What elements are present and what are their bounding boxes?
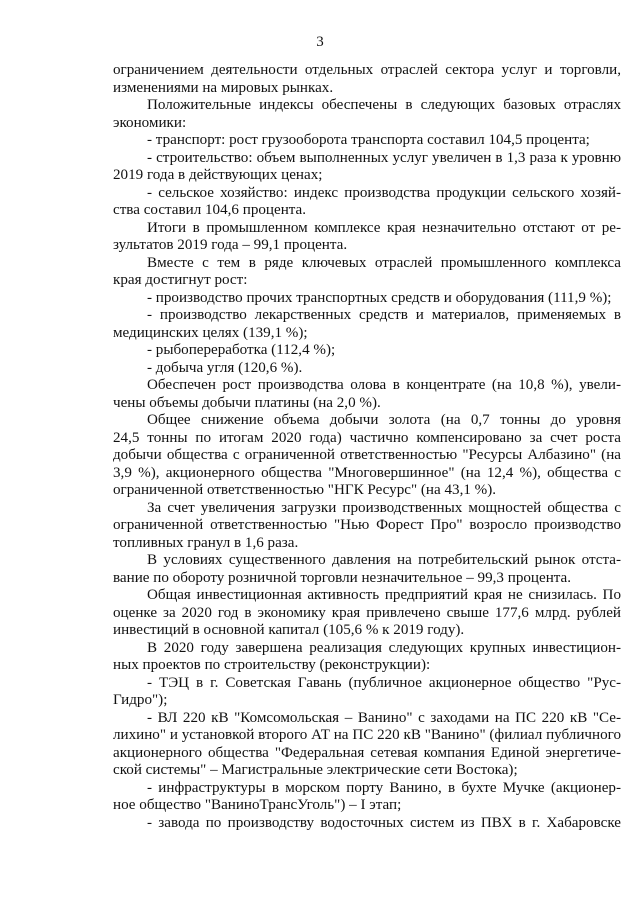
text-line: - завода по производству водосточных систем из ПВХ в г. Хабаровске <box>147 814 621 831</box>
text-line: - рыбопереработка (112,4 %); <box>147 342 336 358</box>
text-line: - ТЭЦ в г. Советская Гавань (публичное акционерное общество "Рус- <box>147 674 621 691</box>
text-line: - ВЛ 220 кВ "Комсомольская – Ванино" с заходами на ПС 220 кВ "Се- <box>147 709 621 726</box>
text-line: Положительные индексы обеспечены в следующих базовых отраслях <box>147 97 621 113</box>
text-line: края достигнут рост: <box>113 272 248 288</box>
text-line: ограничением деятельности отдельных отраслей сектора услуг и торговли, <box>113 62 621 78</box>
text-line: ограниченной ответственностью "Нью Форест Про" возросло производство <box>113 517 621 533</box>
text-line: - транспорт: рост грузооборота транспорта составил 104,5 процента; <box>147 132 590 148</box>
text-line: вание по обороту розничной торговли незначительное – 99,3 процента. <box>113 569 572 586</box>
text-line: - добыча угля (120,6 %). <box>147 359 303 376</box>
body-text <box>113 62 621 832</box>
text-line: В условиях существенного давления на потребительский рынок отста- <box>147 552 621 568</box>
text-line: - строительство: объем выполненных услуг увеличен в 1,3 раза к уровню <box>147 149 621 166</box>
text-line: - инфраструктуры в морском порту Ванино, в бухте Мучке (акционер- <box>147 779 621 796</box>
text-line: 2019 года в действующих ценах; <box>113 167 323 183</box>
text-line: Гидро"); <box>113 692 168 708</box>
text-line: Общая инвестиционная активность предприятий края не снизилась. По <box>147 587 621 603</box>
text-line: акционерного общества "Федеральная сетевая компания Единой энергетиче- <box>113 744 621 761</box>
text-line: изменениями на мировых рынках. <box>113 79 334 96</box>
text-line: 24,5 тонны по итогам 2020 года) частично компенсировано за счет роста <box>113 429 621 446</box>
text-line: - сельское хозяйство: индекс производства продукции сельского хозяй- <box>147 184 621 201</box>
text-line: Обеспечен рост производства олова в концентрате (на 10,8 %), увели- <box>147 377 621 393</box>
text-line: ской системы" – Магистральные электрические сети Востока); <box>113 762 518 778</box>
page-number: 3 <box>316 34 324 50</box>
text-line: ное общество "ВаниноТрансУголь") – I этап; <box>113 797 402 813</box>
text-line: Вместе с тем в ряде ключевых отраслей промышленного комплекса <box>147 254 621 271</box>
text-line: добычи общества с ограниченной ответственностью "Ресурсы Албазино" (на <box>113 447 621 463</box>
text-line: лихино" и установкой второго АТ на ПС 220 кВ "Ванино" (филиал публичного <box>113 727 621 743</box>
text-line: инвестиций в основной капитал (105,6 % к 2019 году). <box>113 622 465 638</box>
text-line: ных проектов по строительству (реконструкции): <box>113 657 431 673</box>
text-line: За счет увеличения загрузки производственных мощностей общества с <box>147 499 621 516</box>
text-line: медицинских целях (139,1 %); <box>113 324 308 341</box>
text-line: оценке за 2020 год в экономику края привлечено свыше 177,6 млрд. рублей <box>113 604 621 621</box>
text-line: ства составил 104,6 процента. <box>113 202 307 218</box>
text-line: В 2020 году завершена реализация следующих крупных инвестицион- <box>147 639 621 656</box>
text-line: ограниченной ответственностью "НГК Ресурс" (на 43,1 %). <box>113 482 497 498</box>
text-line: 3,9 %), акционерного общества "Многовершинное" (на 12,4 %), общества с <box>113 464 621 481</box>
text-line: Итоги в промышленном комплексе края незначительно отстают от ре- <box>147 219 621 236</box>
text-line: экономики: <box>113 114 187 131</box>
text-line: топливных гранул в 1,6 раза. <box>113 534 299 551</box>
text-line: - производство лекарственных средств и материалов, применяемых в <box>147 307 621 323</box>
text-line: - производство прочих транспортных средств и оборудования (111,9 %); <box>147 289 612 306</box>
text-line: зультатов 2019 года – 99,1 процента. <box>113 237 348 253</box>
text-line: Общее снижение объема добычи золота (на 0,7 тонны до уровня <box>147 412 621 428</box>
text-line: чены объемы добычи платины (на 2,0 %). <box>113 394 381 411</box>
